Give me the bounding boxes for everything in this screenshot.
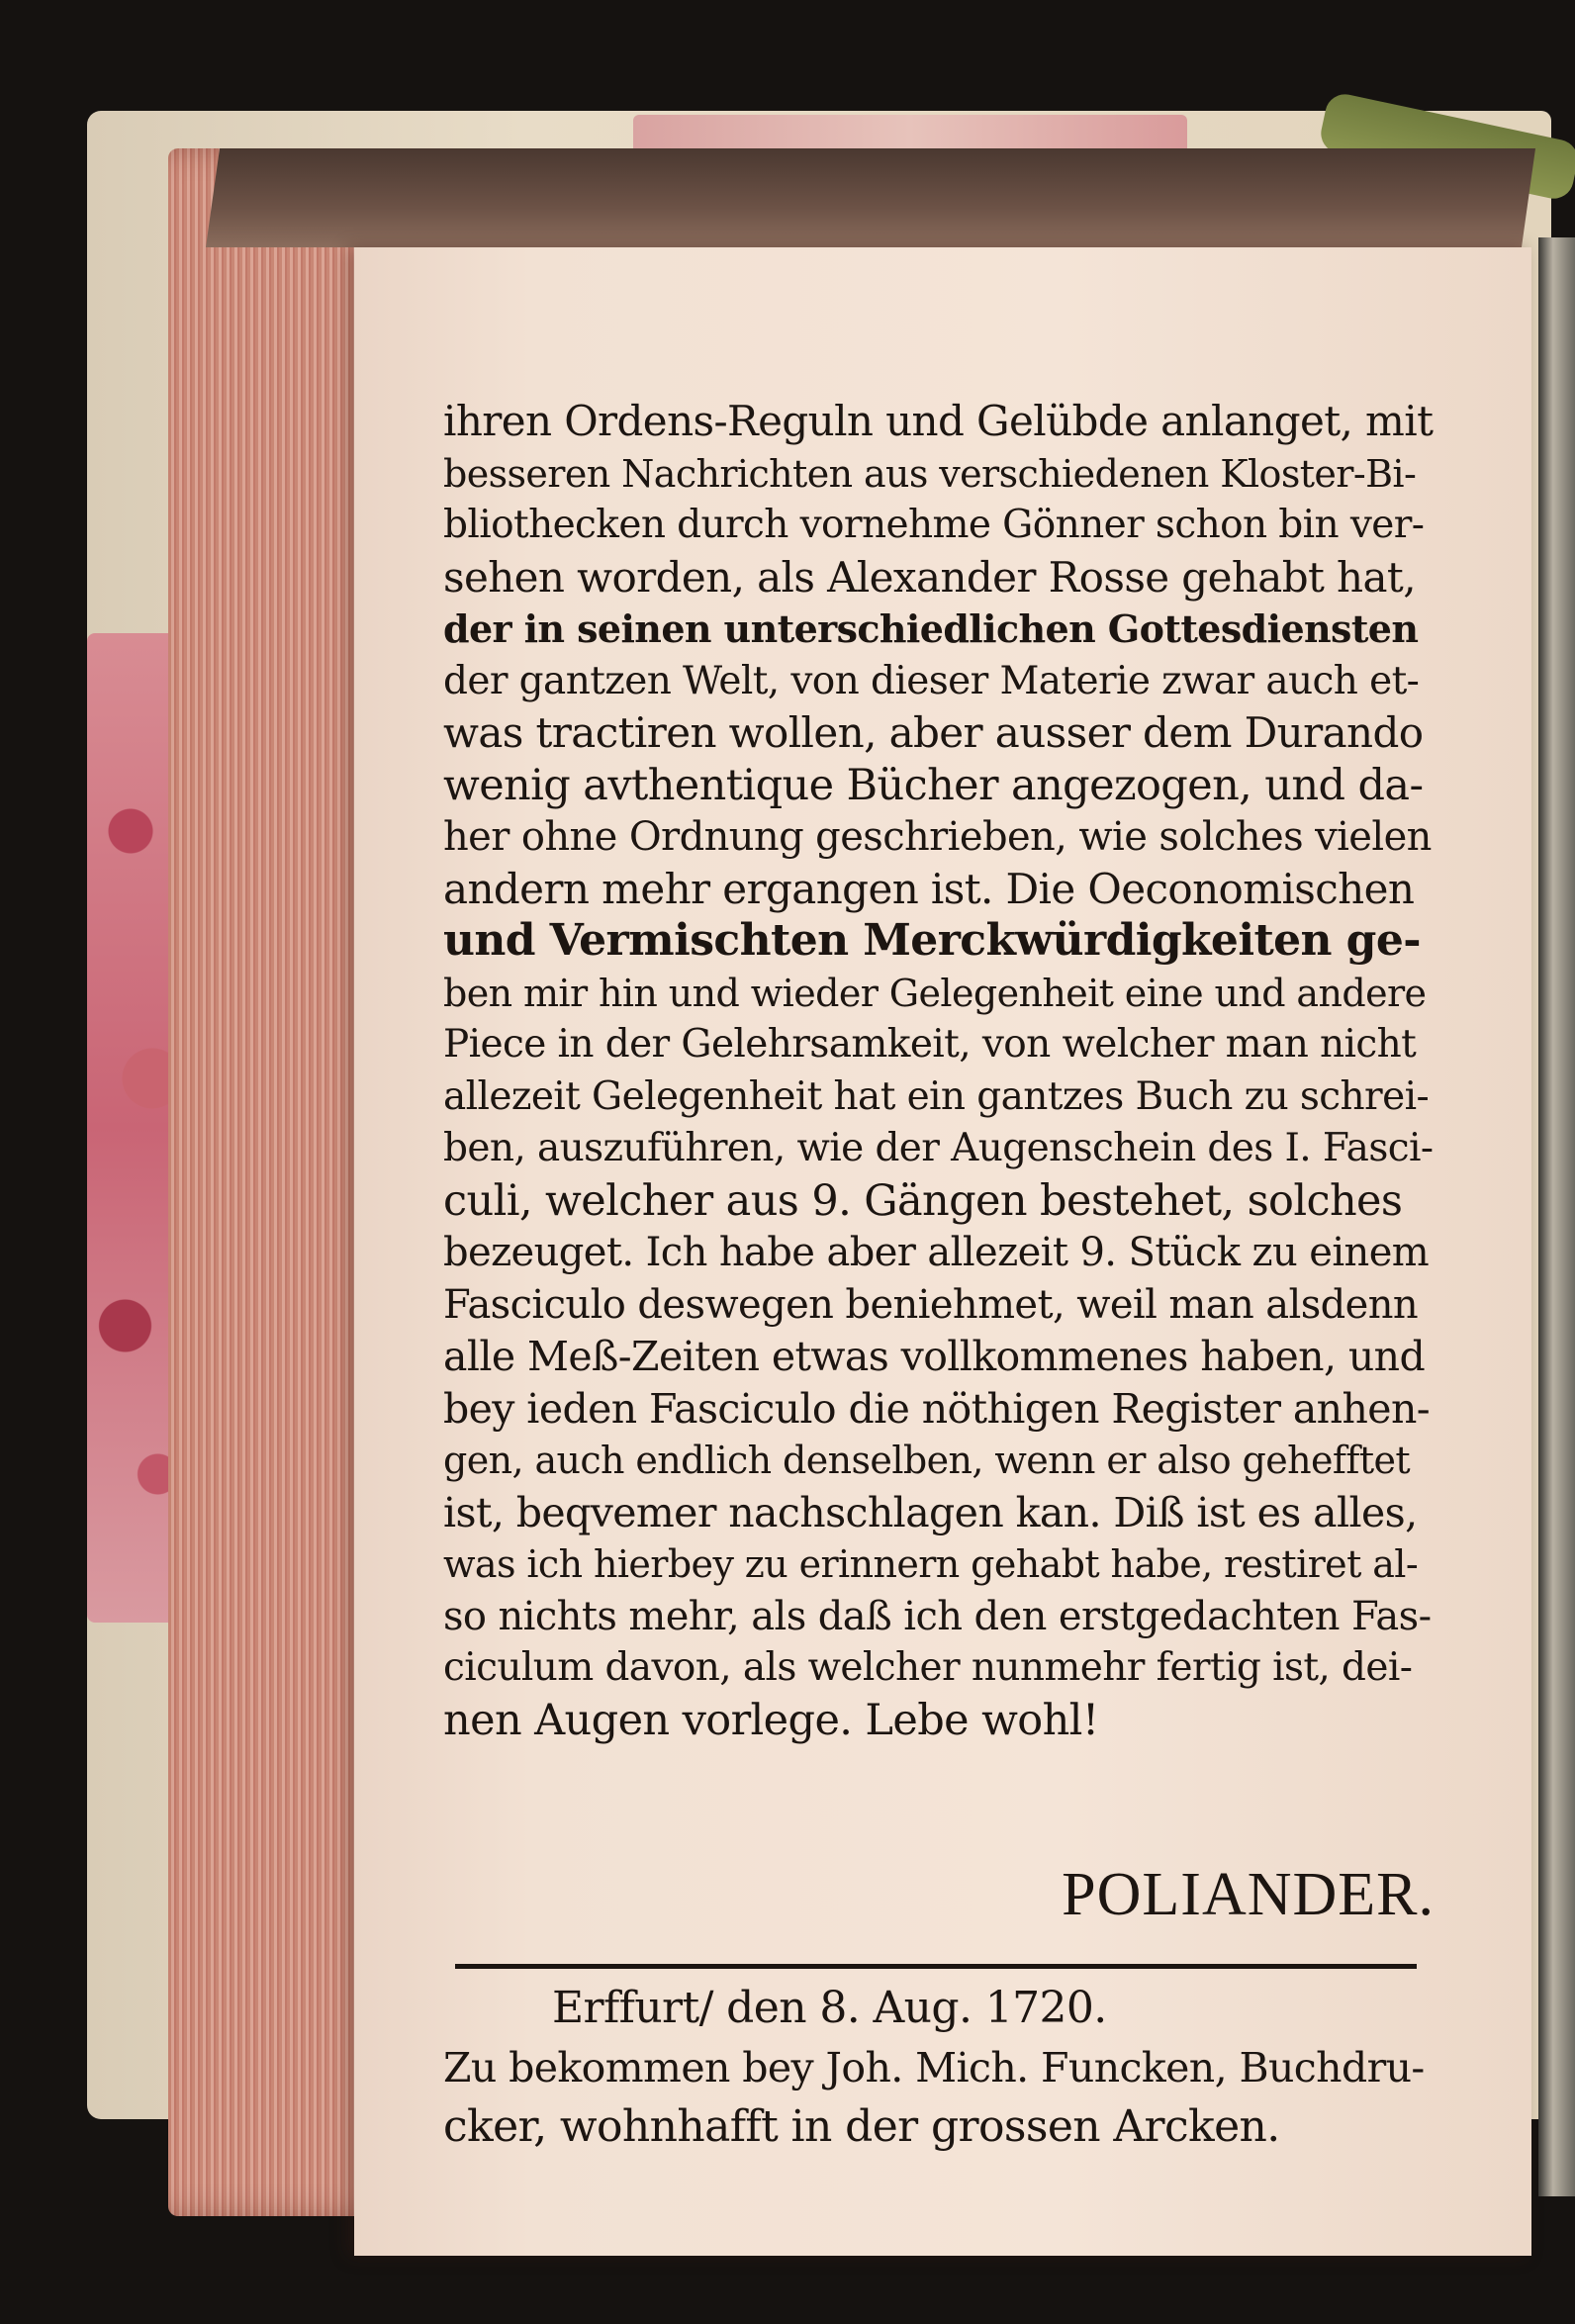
signature: POLIANDER. bbox=[1062, 1861, 1435, 1928]
text-line: gen, auch endlich denselben, wenn er also gehefftet bbox=[443, 1439, 1411, 1482]
text-line: bey ieden Fasciculo die nöthigen Register anhen- bbox=[443, 1384, 1431, 1433]
text-line: ciculum davon, als welcher nunmehr fertig ist, dei- bbox=[443, 1645, 1413, 1690]
divider-rule bbox=[455, 1964, 1417, 1969]
text-line: her ohne Ordnung geschrieben, wie solches vielen bbox=[443, 814, 1432, 860]
body-text bbox=[443, 396, 1433, 1746]
imprint-place-date: Erffurt/ den 8. Aug. 1720. bbox=[552, 1983, 1107, 2033]
text-line: was tractiren wollen, aber ausser dem Durando bbox=[443, 708, 1424, 757]
imprint-line: Zu bekommen bey Joh. Mich. Funcken, Buchdru- bbox=[443, 2044, 1425, 2092]
text-line: ben, auszuführen, wie der Augenschein des I. Fasci- bbox=[443, 1126, 1434, 1170]
imprint bbox=[443, 1979, 1433, 2157]
book-right-edge bbox=[1538, 237, 1575, 2196]
text-line: Fasciculo deswegen beniehmet, weil man alsdenn bbox=[443, 1281, 1419, 1328]
text-line: alle Meß-Zeiten etwas vollkommenes haben, und bbox=[443, 1333, 1426, 1380]
text-line: der in seinen unterschiedlichen Gottesdiensten bbox=[443, 606, 1419, 651]
text-line: nen Augen vorlege. Lebe wohl! bbox=[443, 1695, 1099, 1745]
text-line: so nichts mehr, als daß ich den erstgedachten Fas- bbox=[443, 1593, 1432, 1639]
text-line: culi, welcher aus 9. Gängen bestehet, solches bbox=[443, 1175, 1403, 1226]
page-top-edge bbox=[206, 148, 1535, 247]
text-line: was ich hierbey zu erinnern gehabt habe, restiret al- bbox=[443, 1542, 1419, 1586]
text-line: Piece in der Gelehrsamkeit, von welcher man nicht bbox=[443, 1022, 1417, 1067]
text-line: andern mehr ergangen ist. Die Oeconomischen bbox=[443, 864, 1415, 913]
text-line: ist, beqvemer nachschlagen kan. Diß ist es alles, bbox=[443, 1488, 1418, 1536]
text-line: allezeit Gelegenheit hat ein gantzes Buch zu schrei- bbox=[443, 1073, 1430, 1119]
text-line: bezeuget. Ich habe aber allezeit 9. Stück zu einem bbox=[443, 1230, 1430, 1275]
text-line: ihren Ordens-Reguln und Gelübde anlanget, mit bbox=[443, 397, 1434, 445]
text-line: besseren Nachrichten aus verschiedenen Kloster-Bi- bbox=[443, 451, 1417, 496]
text-line: und Vermischten Merckwürdigkeiten ge- bbox=[443, 915, 1421, 966]
text-line: ben mir hin und wieder Gelegenheit eine und andere bbox=[443, 971, 1427, 1015]
imprint-line: cker, wohnhafft in der grossen Arcken. bbox=[443, 2101, 1280, 2152]
text-line: der gantzen Welt, von dieser Materie zwar auch et- bbox=[443, 658, 1420, 703]
text-line: sehen worden, als Alexander Rosse gehabt hat, bbox=[443, 552, 1416, 602]
text-line: wenig avthentique Bücher angezogen, und da- bbox=[443, 760, 1424, 810]
text-line: bliothecken durch vornehme Gönner schon bin ver- bbox=[443, 503, 1425, 547]
